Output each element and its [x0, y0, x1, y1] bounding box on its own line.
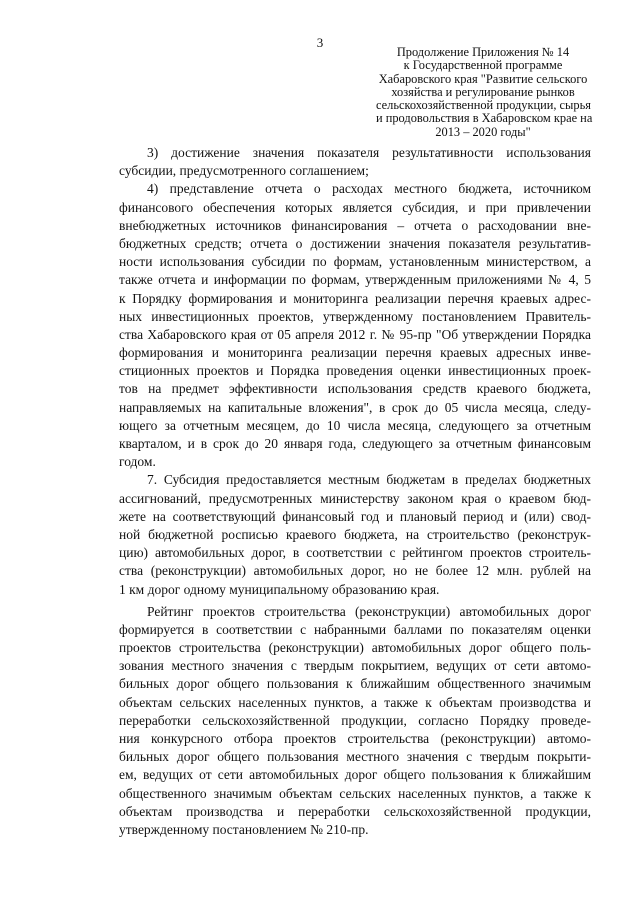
text-line: 7. Субсидия предоставляется местным бюджетам в пределах бюджетных — [147, 472, 591, 488]
text-line: также отчета и информации по формам, утвержденным приложениями № 4, 5 — [119, 272, 591, 288]
text-line: ной бюджетной росписью краевого бюджета, на строительство (реконструк- — [119, 526, 591, 542]
text-line: жете на соответствующий финансовый год и плановый период и (или) свод- — [119, 508, 591, 524]
text-line: тов на предмет эффективности использования средств краевого бюджета, — [119, 381, 591, 397]
header-line: сельскохозяйственной продукции, сырья — [376, 98, 591, 113]
header-line: Продолжение Приложения № 14 — [396, 45, 570, 59]
text-line: утвержденному постановлением № 210-пр. — [119, 821, 369, 837]
text-line: объектам производства и переработки сельскохозяйственной продукции, — [119, 803, 591, 819]
text-line: переработки сельскохозяйственной продукции, согласно Порядку проведе- — [119, 712, 591, 728]
text-line: направляемых на капитальные вложения", в срок до 05 числа месяца, следу- — [119, 399, 591, 415]
text-line: ства Хабаровского края от 05 апреля 2012 г. № 95-пр "Об утверждении Порядка — [119, 326, 591, 342]
text-line: объектам сельских населенных пунктов, а также к объектам производства и — [119, 694, 591, 710]
text-line: бильных дорог общего пользования к ближайшим общественного значимым — [119, 676, 591, 692]
text-line: 3) достижение значения показателя результативности использования — [147, 145, 591, 160]
text-line: ем, ведущих от сети автомобильных дорог общего пользования к ближайшим — [119, 767, 591, 783]
text-line: к Порядку формирования и мониторинга реализации перечня краевых адрес- — [119, 290, 591, 306]
text-line: формирования и мониторинга реализации перечня краевых адресных инве- — [119, 345, 591, 361]
header-line: к Государственной программе — [403, 58, 563, 73]
text-line: годом. — [119, 454, 156, 470]
paragraph-item-7 — [119, 471, 591, 598]
header-line: и продовольствия в Хабаровском крае на — [376, 111, 593, 126]
text-line: формируется в соответствии с набранными баллами по показателям оценки — [119, 621, 591, 637]
document-body — [119, 144, 591, 839]
text-line: 4) представление отчета о расходах местного бюджета, источником — [147, 181, 591, 197]
text-line: стиционных проектов и Порядка проведения оценки инвестиционных проек- — [119, 363, 591, 379]
text-line: ния конкурсного отбора проектов строительства (реконструкции) автомо- — [119, 731, 591, 746]
text-line: Рейтинг проектов строительства (реконструкции) автомобильных дорог — [147, 603, 591, 619]
text-line: бильных дорог общего пользования местного значения с твердым покрыти- — [119, 749, 591, 765]
text-line: субсидии, предусмотренного соглашением; — [119, 163, 369, 179]
text-line: ности использования субсидии по формам, установленным министерством, а — [119, 254, 591, 270]
paragraph-item-4 — [119, 180, 591, 471]
text-line: зования местного значения с твердым покрытием, ведущих от сети автомо- — [119, 658, 591, 674]
text-line: кварталом, и в срок до 20 января года, следующего за отчетным финансовым — [119, 436, 591, 451]
text-line: цию) автомобильных дорог, в соответствии с рейтингом проектов строитель- — [119, 545, 591, 561]
text-line: общественного значимым объектам сельских населенных пунктов, а также к — [119, 785, 591, 801]
text-line: 1 км дорог одному муниципальному образованию края. — [119, 581, 440, 597]
text-line: проектов строительства (реконструкции) автомобильных дорог общего поль- — [119, 640, 591, 656]
page-number: 3 — [316, 35, 324, 50]
appendix-header — [376, 45, 593, 139]
header-line: хозяйства и регулирование рынков — [391, 84, 575, 99]
text-line: ассигнований, предусмотренных министерству законом края о краевом бюд- — [119, 490, 591, 506]
paragraph-item-3 — [119, 144, 591, 180]
text-line: ных инвестиционных проектов, утвержденному постановлением Правитель- — [119, 308, 591, 324]
header-line: 2013 – 2020 годы" — [435, 124, 531, 139]
paragraph-rating — [119, 603, 591, 839]
header-line: Хабаровского края "Развитие сельского — [378, 71, 588, 86]
text-line: финансового обеспечения которых является субсидия, и при привлечении — [119, 199, 591, 215]
text-line: ющего за отчетным месяцем, до 10 числа месяца, следующего за отчетным — [119, 417, 591, 433]
text-line: бюджетных средств; отчета о достижении значения показателя результатив- — [119, 235, 591, 251]
text-line: внебюджетных источников финансирования – отчета о расходовании вне- — [119, 217, 591, 233]
text-line: ства (реконструкции) автомобильных дорог, но не более 12 млн. рублей на — [119, 563, 591, 579]
